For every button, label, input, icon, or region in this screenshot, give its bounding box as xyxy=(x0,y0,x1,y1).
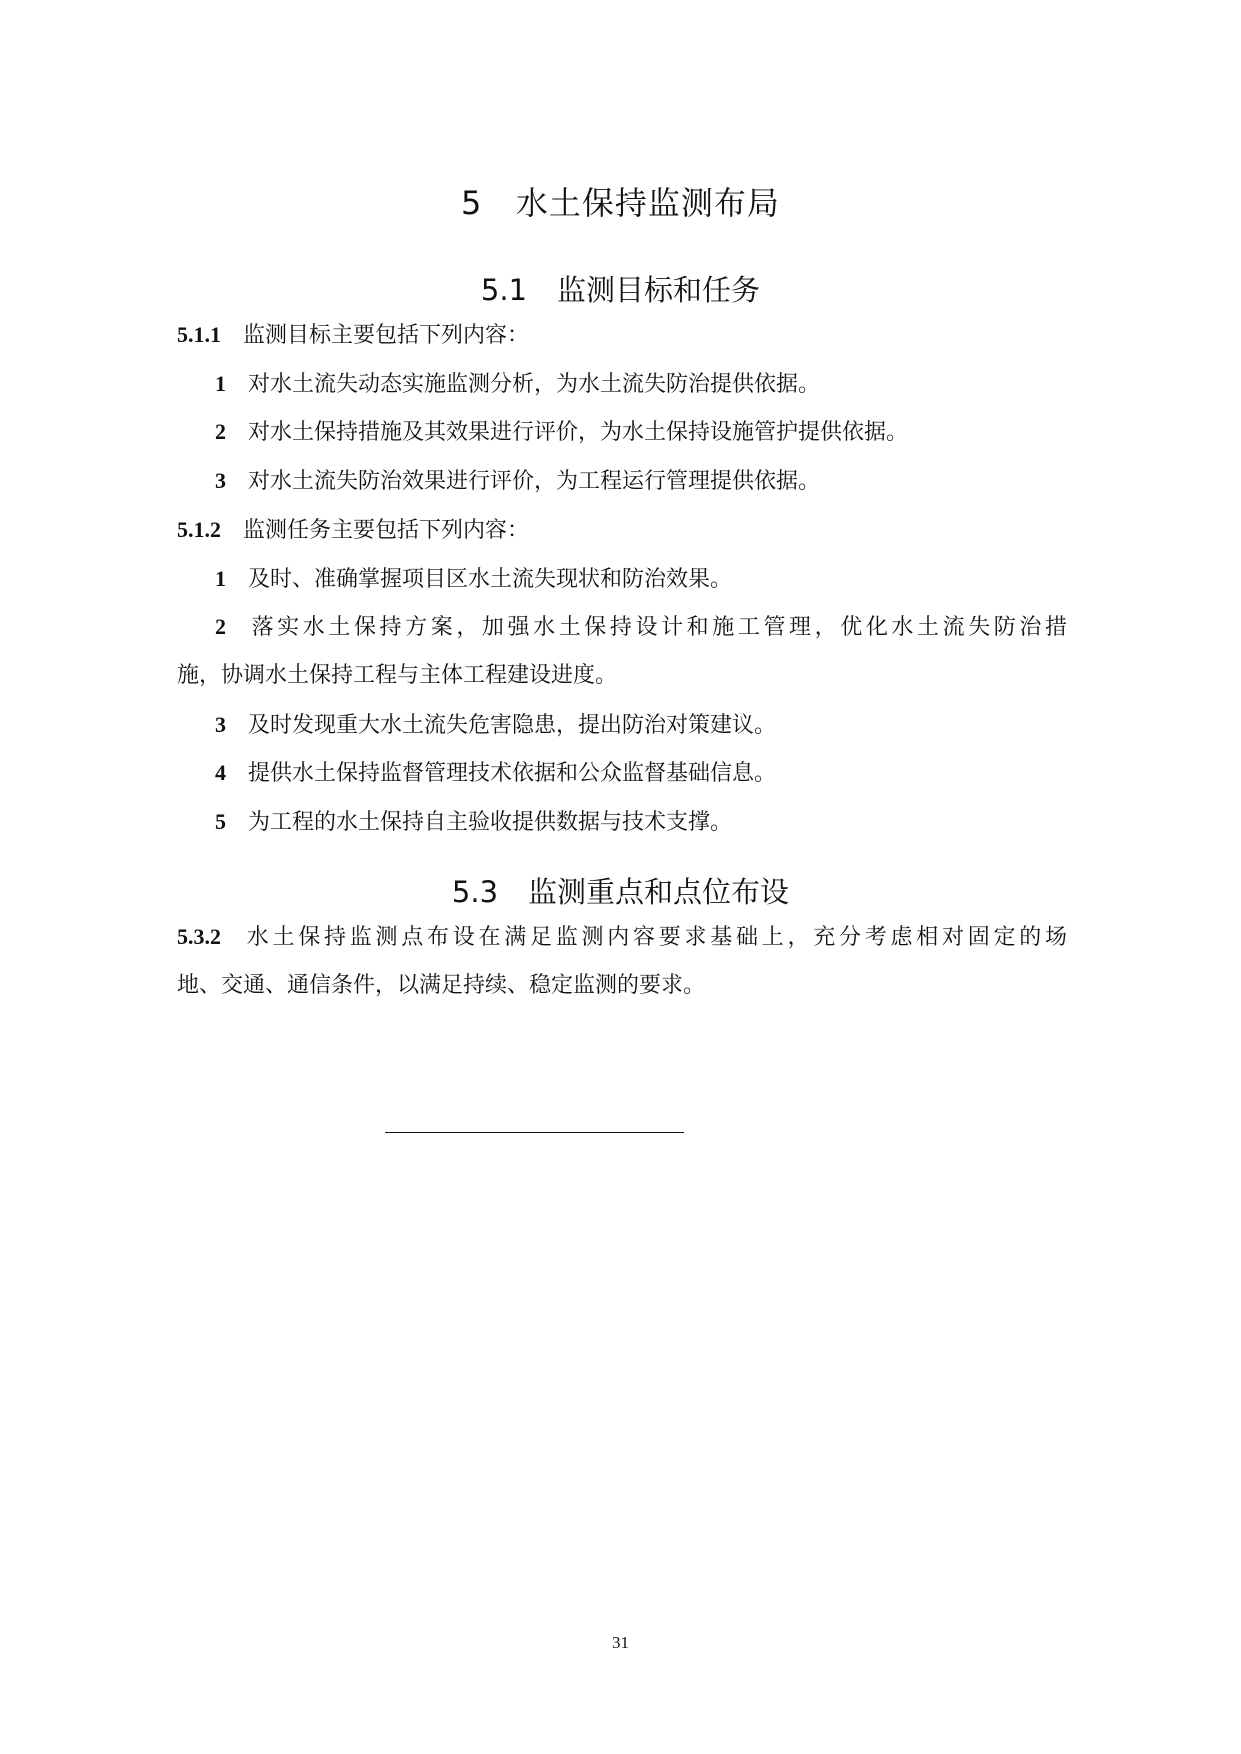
clause-text: 水土保持监测点布设在满足监测内容要求基础上，充分考虑相对固定的场 xyxy=(243,925,1067,950)
chapter-heading xyxy=(0,178,1241,224)
clause-5-3-2 xyxy=(177,922,1067,953)
item-number: 2 xyxy=(215,614,226,639)
item-number: 1 xyxy=(215,371,226,396)
section-title: 监测目标和任务 xyxy=(557,273,761,307)
item-text: 为工程的水土保持自主验收提供数据与技术支撑。 xyxy=(248,810,733,835)
section-number: 5.1 xyxy=(480,273,528,307)
clause-continuation xyxy=(177,971,705,1001)
clause-text: 监测任务主要包括下列内容： xyxy=(243,518,530,543)
section-heading-5-3 xyxy=(0,870,1241,911)
chapter-number: 5 xyxy=(461,184,483,222)
item-number: 1 xyxy=(215,566,226,591)
list-item xyxy=(215,417,908,448)
item-text: 及时、准确掌握项目区水土流失现状和防治效果。 xyxy=(248,567,733,592)
item-number: 2 xyxy=(215,419,226,444)
list-item xyxy=(215,758,776,789)
list-item xyxy=(215,807,732,838)
list-item xyxy=(215,564,732,595)
page-number: 31 xyxy=(612,1633,629,1652)
clause-number: 5.1.1 xyxy=(177,322,221,347)
chapter-title: 水土保持监测布局 xyxy=(515,184,780,222)
list-item xyxy=(215,710,776,741)
item-text: 对水土保持措施及其效果进行评价，为水土保持设施管护提供依据。 xyxy=(248,420,909,445)
item-text: 对水土流失防治效果进行评价，为工程运行管理提供依据。 xyxy=(248,469,821,494)
item-number: 4 xyxy=(215,760,226,785)
end-divider-line xyxy=(385,1132,684,1133)
item-number: 5 xyxy=(215,809,226,834)
item-text: 提供水土保持监督管理技术依据和公众监督基础信息。 xyxy=(248,761,777,786)
item-text-continuation: 施，协调水土保持工程与主体工程建设进度。 xyxy=(177,663,618,688)
item-text: 及时发现重大水土流失危害隐患，提出防治对策建议。 xyxy=(248,713,777,738)
list-item-continuation xyxy=(177,661,617,691)
clause-5-1-2 xyxy=(177,515,529,546)
item-text: 落实水土保持方案，加强水土保持设计和施工管理，优化水土流失防治措 xyxy=(248,615,1067,640)
clause-text: 监测目标主要包括下列内容： xyxy=(243,323,530,348)
item-number: 3 xyxy=(215,468,226,493)
clause-number: 5.3.2 xyxy=(177,924,221,949)
section-heading-5-1 xyxy=(0,268,1241,309)
section-number: 5.3 xyxy=(451,875,499,909)
section-title: 监测重点和点位布设 xyxy=(528,875,790,909)
list-item xyxy=(215,369,820,400)
clause-number: 5.1.2 xyxy=(177,517,221,542)
clause-text-continuation: 地、交通、通信条件，以满足持续、稳定监测的要求。 xyxy=(177,973,706,998)
item-number: 3 xyxy=(215,712,226,737)
list-item xyxy=(215,612,1067,643)
list-item xyxy=(215,466,820,497)
item-text: 对水土流失动态实施监测分析，为水土流失防治提供依据。 xyxy=(248,372,821,397)
clause-5-1-1 xyxy=(177,320,529,351)
